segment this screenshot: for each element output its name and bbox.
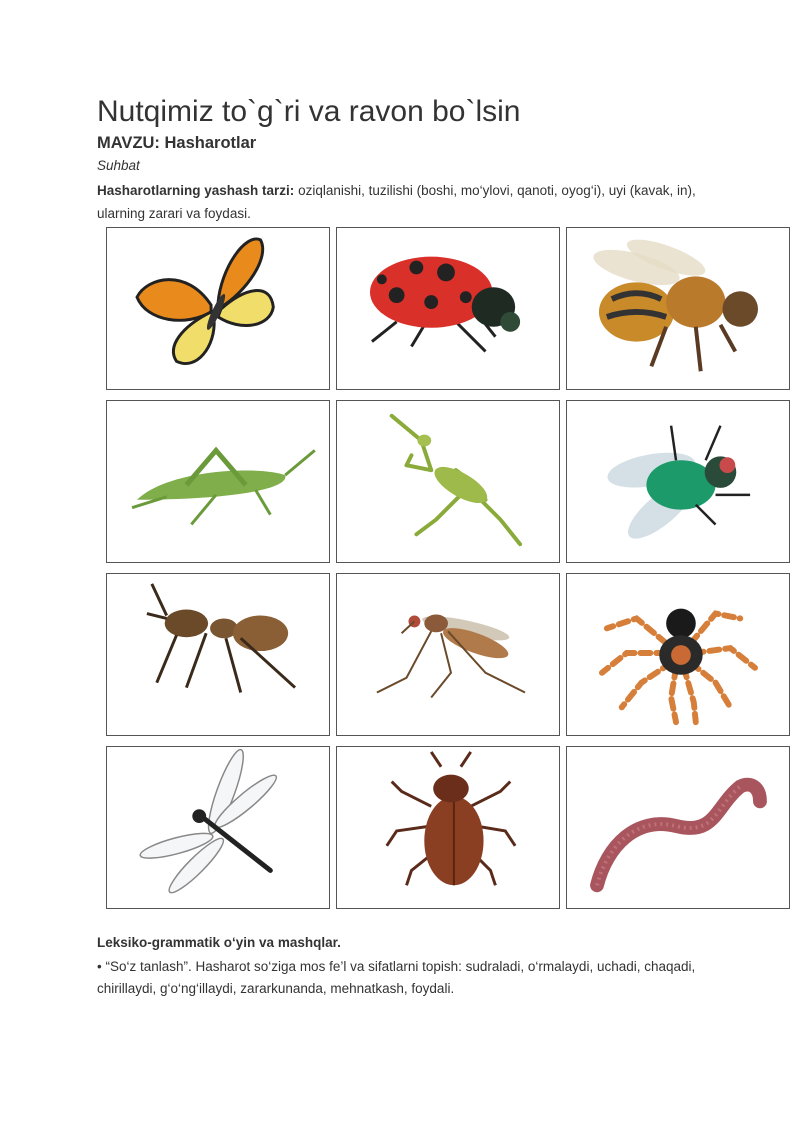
ladybug-icon [337,228,559,389]
section-label: Suhbat [97,158,140,173]
insect-cell-fly [566,400,790,563]
insect-cell-mantis [336,400,560,563]
insect-cell-beetle [336,746,560,909]
spider-icon [567,574,789,735]
fly-icon [567,401,789,562]
intro-bold: Hasharotlarning yashash tarzi: [97,183,295,198]
insect-cell-ant [106,573,330,736]
insect-grid [106,227,792,913]
beetle-icon [337,747,559,908]
bee-icon [567,228,789,389]
insect-cell-mosquito [336,573,560,736]
insect-cell-worm [566,746,790,909]
exercise-bullet: • “So‘z tanlash”. Hasharot so‘ziga mos fe’l va sifatlarni topish: sudraladi, o‘rmalaydi, uchadi, chaqadi, chirillaydi, g‘o‘ng‘illaydi, zararkunanda, mehnatkash, foydali. [97,959,696,996]
insect-cell-spider [566,573,790,736]
mantis-icon [337,401,559,562]
insect-cell-grasshopper [106,400,330,563]
insect-cell-ladybug [336,227,560,390]
butterfly-icon [107,228,329,389]
grasshopper-icon [107,401,329,562]
insect-cell-dragonfly [106,746,330,909]
worm-icon [567,747,789,908]
intro-paragraph [97,179,717,225]
topic-subtitle: MAVZU: Hasharotlar [97,134,257,152]
intro-text: oziqlanishi, tuzilishi (boshi, mo‘ylovi, qanoti, oyog‘i), uyi (kavak, in), ularning zarari va foydasi. [97,183,696,221]
insect-cell-butterfly [106,227,330,390]
mosquito-icon [337,574,559,735]
exercises-heading: Leksiko-grammatik o‘yin va mashqlar. [97,935,341,950]
dragonfly-icon [107,747,329,908]
page-title: Nutqimiz to`g`ri va ravon bo`lsin [97,95,521,128]
ant-icon [107,574,329,735]
insect-cell-bee [566,227,790,390]
